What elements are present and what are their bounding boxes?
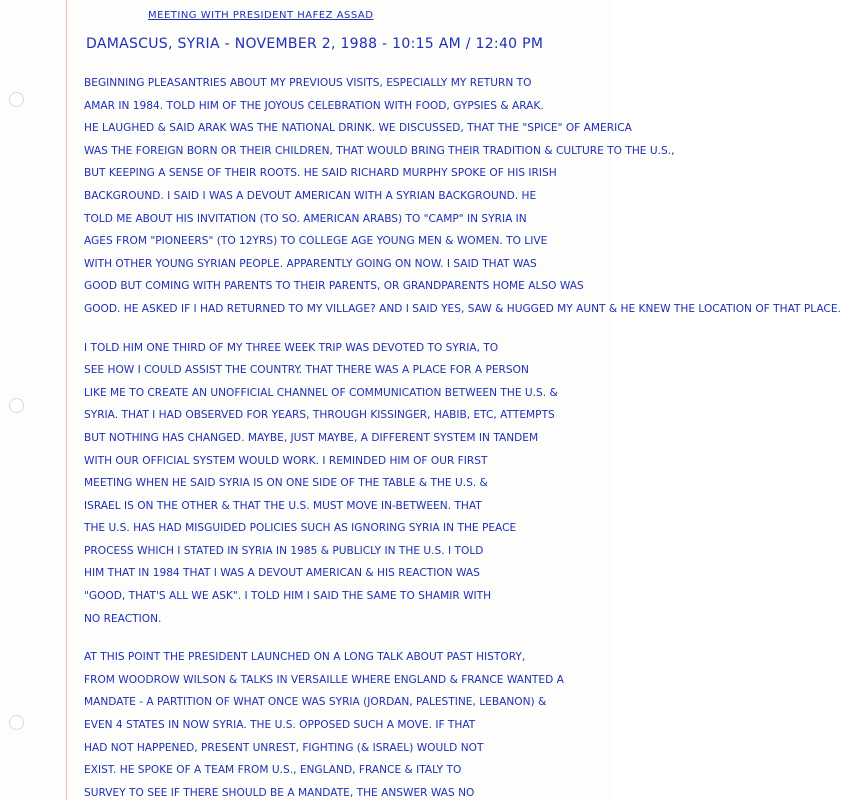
note-line: WITH OTHER YOUNG SYRIAN PEOPLE. APPARENTLY GOING ON NOW. I SAID THAT WAS — [84, 257, 537, 270]
note-line: MEETING WHEN HE SAID SYRIA IS ON ONE SIDE OF THE TABLE & THE U.S. & — [84, 477, 488, 490]
note-line: PROCESS WHICH I STATED IN SYRIA IN 1985 & PUBLICLY IN THE U.S. I TOLD — [84, 544, 484, 557]
note-line: BUT KEEPING A SENSE OF THEIR ROOTS. HE SAID RICHARD MURPHY SPOKE OF HIS IRISH — [84, 167, 557, 180]
note-line: AMAR IN 1984. TOLD HIM OF THE JOYOUS CELEBRATION WITH FOOD, GYPSIES & ARAK. — [84, 99, 544, 112]
note-line: BACKGROUND. I SAID I WAS A DEVOUT AMERICAN WITH A SYRIAN BACKGROUND. HE — [84, 189, 537, 202]
note-line: ISRAEL IS ON THE OTHER & THAT THE U.S. MUST MOVE IN-BETWEEN. THAT — [84, 499, 482, 512]
binder-hole — [9, 92, 24, 107]
note-line: HIM THAT IN 1984 THAT I WAS A DEVOUT AMERICAN & HIS REACTION WAS — [84, 567, 480, 580]
note-line: THE U.S. HAS HAD MISGUIDED POLICIES SUCH AS IGNORING SYRIA IN THE PEACE — [84, 522, 517, 535]
note-line: LIKE ME TO CREATE AN UNOFFICIAL CHANNEL OF COMMUNICATION BETWEEN THE U.S. & — [84, 386, 558, 399]
margin-line — [66, 0, 67, 800]
binder-hole — [9, 715, 24, 730]
note-line — [84, 630, 604, 646]
note-line — [84, 321, 604, 337]
note-line: EVEN 4 STATES IN NOW SYRIA. THE U.S. OPPOSED SUCH A MOVE. IF THAT — [84, 719, 476, 732]
note-line: NO REACTION. — [84, 612, 162, 625]
note-line: AT THIS POINT THE PRESIDENT LAUNCHED ON A LONG TALK ABOUT PAST HISTORY, — [84, 651, 526, 664]
note-line: GOOD BUT COMING WITH PARENTS TO THEIR PARENTS, OR GRANDPARENTS HOME ALSO WAS — [84, 280, 584, 293]
binder-hole — [9, 398, 24, 413]
note-line: WAS THE FOREIGN BORN OR THEIR CHILDREN, THAT WOULD BRING THEIR TRADITION & CULTURE TO THE U.S., — [84, 144, 675, 157]
note-line: SEE HOW I COULD ASSIST THE COUNTRY. THAT THERE WAS A PLACE FOR A PERSON — [84, 364, 529, 377]
note-line: BUT NOTHING HAS CHANGED. MAYBE, JUST MAYBE, A DIFFERENT SYSTEM IN TANDEM — [84, 431, 539, 444]
note-line: TOLD ME ABOUT HIS INVITATION (TO SO. AMERICAN ARABS) TO "CAMP" IN SYRIA IN — [84, 212, 527, 225]
note-line: "GOOD, THAT'S ALL WE ASK". I TOLD HIM I SAID THE SAME TO SHAMIR WITH — [84, 590, 492, 603]
note-line: WITH OUR OFFICIAL SYSTEM WOULD WORK. I REMINDED HIM OF OUR FIRST — [84, 454, 488, 467]
note-line: BEGINNING PLEASANTRIES ABOUT MY PREVIOUS VISITS, ESPECIALLY MY RETURN TO — [84, 77, 532, 89]
note-line: SURVEY TO SEE IF THERE SHOULD BE A MANDATE, THE ANSWER WAS NO — [84, 786, 475, 799]
note-line: I TOLD HIM ONE THIRD OF MY THREE WEEK TRIP WAS DEVOTED TO SYRIA, TO — [84, 341, 499, 354]
note-line: HE LAUGHED & SAID ARAK WAS THE NATIONAL DRINK. WE DISCUSSED, THAT THE "SPICE" OF AMERICA — [84, 122, 632, 135]
note-line: EXIST. HE SPOKE OF A TEAM FROM U.S., ENGLAND, FRANCE & ITALY TO — [84, 764, 462, 777]
note-line: FROM WOODROW WILSON & TALKS IN VERSAILLE WHERE ENGLAND & FRANCE WANTED A — [84, 673, 564, 686]
note-line: AGES FROM "PIONEERS" (TO 12YRS) TO COLLEGE AGE YOUNG MEN & WOMEN. TO LIVE — [84, 235, 548, 248]
page-title: MEETING WITH PRESIDENT HAFEZ ASSAD — [148, 10, 374, 21]
meeting-details: DAMASCUS, SYRIA - NOVEMBER 2, 1988 - 10:15 AM / 12:40 PM — [86, 36, 544, 52]
note-line: HAD NOT HAPPENED, PRESENT UNREST, FIGHTING (& ISRAEL) WOULD NOT — [84, 741, 484, 754]
note-line: GOOD. HE ASKED IF I HAD RETURNED TO MY VILLAGE? AND I SAID YES, SAW & HUGGED MY AUNT & HE KNEW THE LOCATION OF THAT PLACE. — [84, 302, 841, 315]
note-line: MANDATE - A PARTITION OF WHAT ONCE WAS SYRIA (JORDAN, PALESTINE, LEBANON) & — [84, 696, 547, 709]
note-line: SYRIA. THAT I HAD OBSERVED FOR YEARS, THROUGH KISSINGER, HABIB, ETC, ATTEMPTS — [84, 409, 555, 422]
handwritten-notes — [84, 72, 841, 804]
